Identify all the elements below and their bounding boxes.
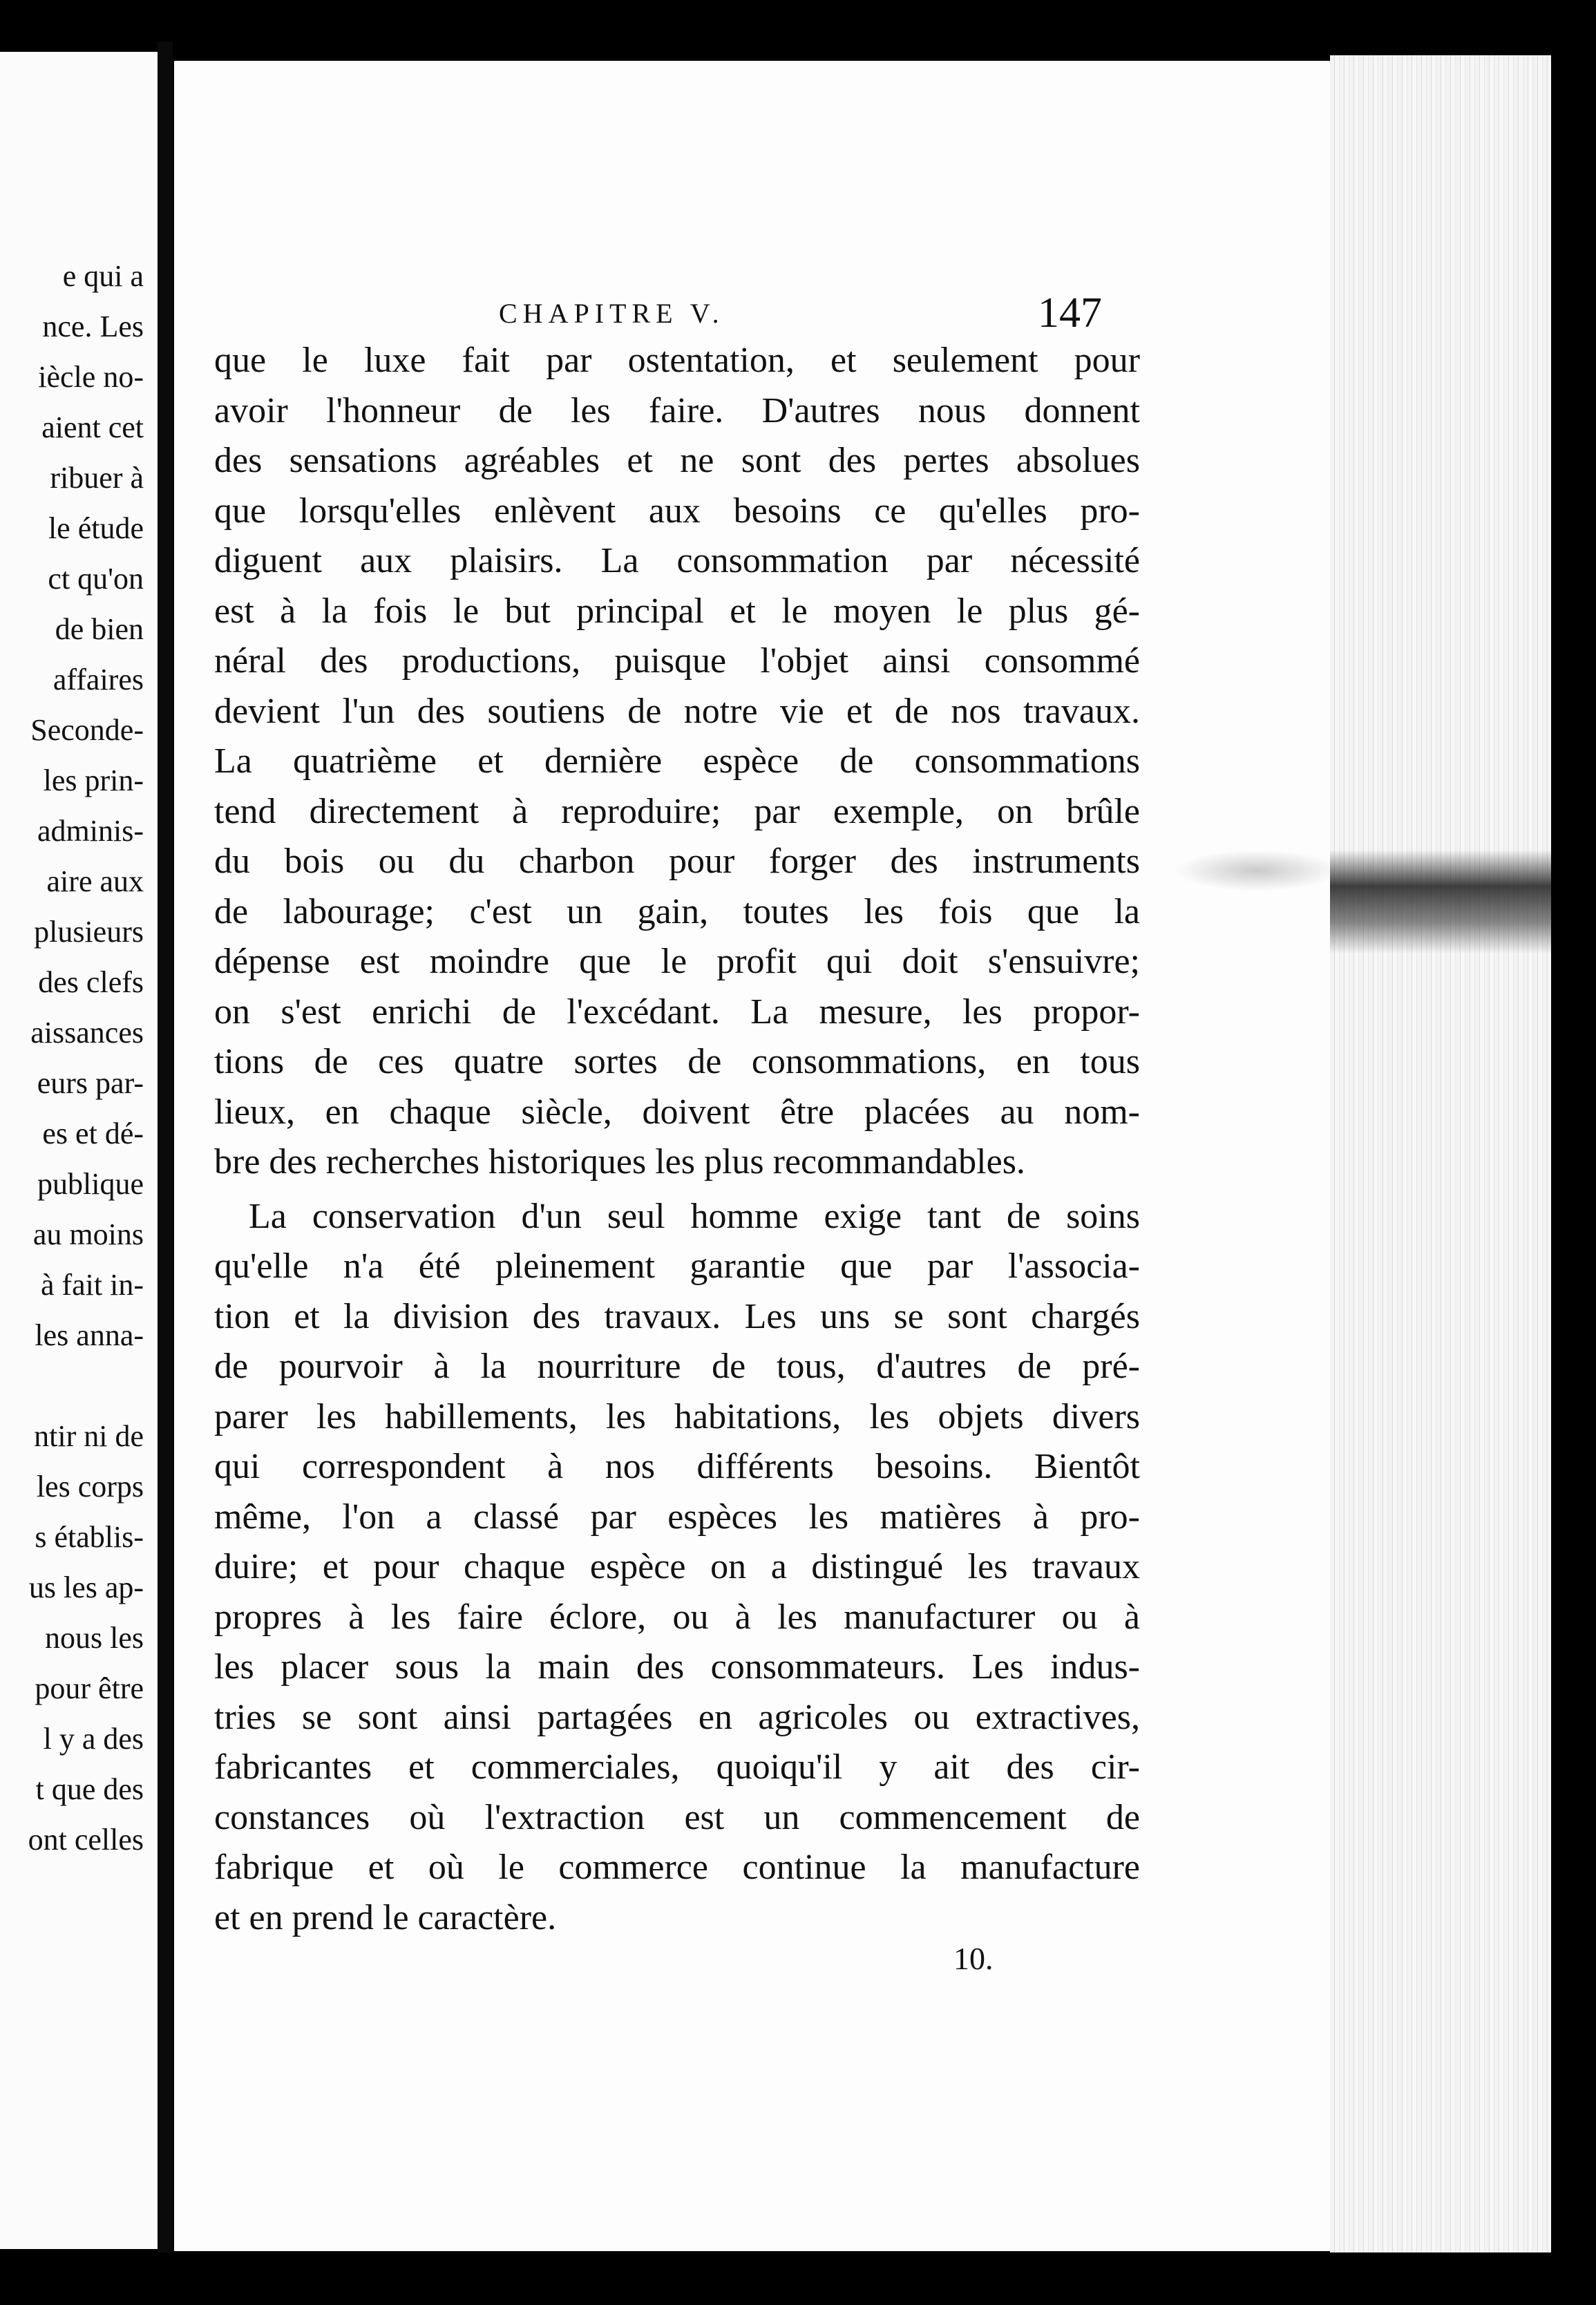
left-page-line: pour être — [35, 1671, 144, 1705]
text-line: de labourage; c'est un gain, toutes les fois que la — [214, 891, 1140, 931]
left-page-line: au moins — [32, 1217, 144, 1251]
left-page-line: les prin- — [43, 763, 144, 797]
left-page-line: aient cet — [41, 410, 144, 444]
text-line: tend directement à reproduire; par exemple, on brûle — [214, 791, 1140, 831]
left-page-line: t que des — [35, 1772, 144, 1806]
left-page-line: es et dé- — [42, 1117, 144, 1150]
left-page-line: plusieurs — [34, 915, 144, 949]
page-edges-stain — [1330, 850, 1551, 954]
left-page-line: s établis- — [35, 1520, 144, 1554]
text-line: La conservation d'un seul homme exige tant de soins — [249, 1196, 1140, 1236]
text-line: fabricantes et commerciales, quoiqu'il y ait des cir- — [214, 1747, 1140, 1787]
text-line: et en prend le caractère. — [214, 1897, 557, 1937]
text-line: La quatrième et dernière espèce de consommations — [214, 741, 1140, 781]
text-line: devient l'un des soutiens de notre vie et de nos travaux. — [214, 691, 1140, 731]
text-line: que lorsqu'elles enlèvent aux besoins ce qu'elles pro- — [214, 491, 1140, 531]
text-line: tion et la division des travaux. Les uns se sont chargés — [214, 1296, 1140, 1336]
left-page-line: us les ap- — [28, 1571, 144, 1604]
text-line: de pourvoir à la nourriture de tous, d'autres de pré- — [214, 1347, 1140, 1386]
left-page-line: les anna- — [35, 1318, 144, 1352]
text-line: est à la fois le but principal et le moyen le plus gé- — [214, 591, 1140, 631]
page-edges — [1330, 55, 1551, 2252]
left-page-line: ont celles — [28, 1823, 144, 1857]
left-page-line: le étude — [48, 511, 144, 545]
text-line: duire; et pour chaque espèce on a distingué les travaux — [214, 1547, 1140, 1586]
left-page-line: de bien — [55, 612, 144, 646]
left-page-line: ntir ni de — [34, 1419, 144, 1453]
text-line: les placer sous la main des consommateurs. Les indus- — [214, 1647, 1140, 1687]
text-line: du bois ou du charbon pour forger des instruments — [214, 842, 1140, 881]
water-stain — [1175, 850, 1340, 891]
left-page-line: l y a des — [43, 1722, 144, 1756]
text-line: propres à les faire éclore, ou à les manufacturer ou à — [214, 1597, 1140, 1637]
page-number: 147 — [1038, 290, 1102, 336]
left-page-line: adminis- — [37, 814, 144, 848]
book-page — [174, 61, 1335, 2251]
text-line: diguent aux plaisirs. La consommation par nécessité — [214, 541, 1140, 580]
text-line: avoir l'honneur de les faire. D'autres nous donnent — [214, 390, 1140, 430]
text-line: constances où l'extraction est un commencement de — [214, 1797, 1140, 1837]
left-page-line: ribuer à — [50, 461, 144, 495]
book-gutter — [158, 41, 173, 2252]
text-line: que le luxe fait par ostentation, et seulement pour — [214, 341, 1140, 380]
left-page-line: des clefs — [38, 965, 144, 999]
text-line: dépense est moindre que le profit qui doit s'ensuivre; — [214, 942, 1140, 981]
left-page-line: e qui a — [62, 259, 144, 293]
left-page-line: eurs par- — [37, 1066, 144, 1100]
left-page-line: Seconde- — [30, 713, 144, 747]
text-line: des sensations agréables et ne sont des pertes absolues — [214, 441, 1140, 480]
text-line: qu'elle n'a été pleinement garantie que par l'associa- — [214, 1246, 1140, 1286]
text-line: même, l'on a classé par espèces les matières à pro- — [214, 1497, 1140, 1537]
left-page-line: aissances — [30, 1016, 144, 1050]
left-page-fragment — [0, 52, 158, 2249]
left-page-line: iècle no- — [38, 360, 144, 394]
body-text — [214, 336, 1140, 1943]
text-line: lieux, en chaque siècle, doivent être placées au nom- — [214, 1092, 1140, 1132]
left-page-line: affaires — [53, 663, 144, 696]
text-line: néral des productions, puisque l'objet ainsi consommé — [214, 641, 1140, 681]
text-line: tries se sont ainsi partagées en agricoles ou extractives, — [214, 1697, 1140, 1737]
text-line: fabrique et où le commerce continue la manufacture — [214, 1848, 1140, 1887]
left-page-line: les corps — [36, 1470, 144, 1504]
text-line: bre des recherches historiques les plus recommandables. — [214, 1142, 1025, 1182]
text-line: tions de ces quatre sortes de consommations, en tous — [214, 1042, 1140, 1081]
text-line: on s'est enrichi de l'excédant. La mesure, les propor- — [214, 992, 1140, 1032]
left-page-line: ct qu'on — [48, 562, 144, 596]
text-line: parer les habillements, les habitations, les objets divers — [214, 1396, 1140, 1436]
running-head: CHAPITRE V. — [499, 298, 725, 329]
left-page-line: à fait in- — [40, 1268, 144, 1302]
left-page-line: nce. Les — [42, 310, 144, 343]
left-page-line: aire aux — [46, 864, 144, 898]
left-page-line: nous les — [45, 1621, 144, 1655]
left-page-line: publique — [37, 1167, 144, 1201]
text-line: qui correspondent à nos différents besoins. Bientôt — [214, 1447, 1140, 1486]
signature-mark: 10. — [953, 1941, 994, 1976]
